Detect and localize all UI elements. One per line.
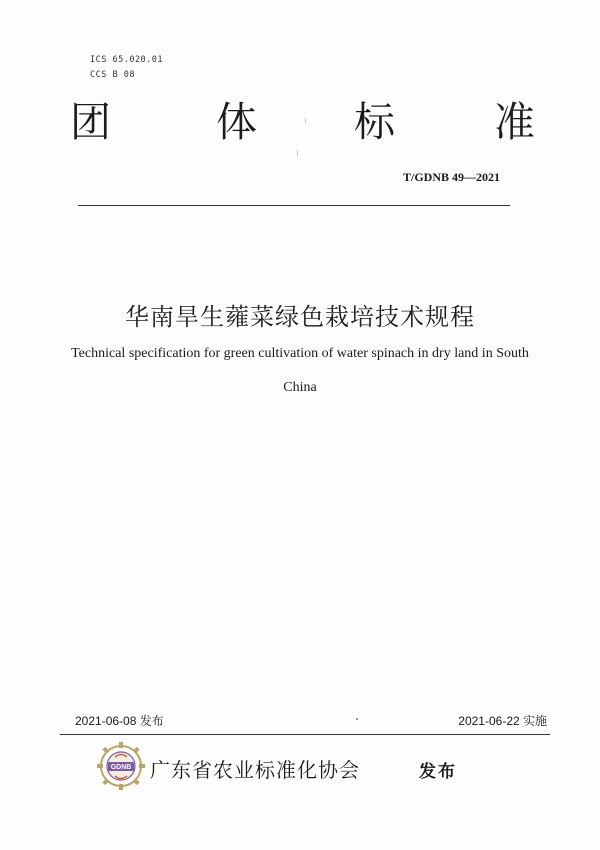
title-english-line-1: Technical specification for green cultivation of water spinach in dry land in South: [71, 346, 529, 361]
document-type-char: 团: [70, 98, 111, 146]
logo-text: GDNB: [110, 764, 132, 772]
ccs-code: CCS B 08: [90, 70, 135, 80]
publish-label: 发布: [419, 762, 457, 782]
association-logo-icon: [95, 740, 147, 792]
title-english: [50, 337, 550, 405]
issue-date: 2021-06-08 发布: [75, 714, 164, 728]
ics-code: ICS 65.020.01: [90, 55, 164, 65]
document-type-char: 准: [494, 98, 535, 146]
document-type-char: 体: [216, 98, 257, 146]
implementation-date: 2021-06-22 实施: [458, 714, 547, 728]
classification-codes: [90, 53, 163, 83]
standard-number: T/GDNB 49—2021: [402, 170, 500, 184]
header-divider: [78, 205, 510, 206]
footer-divider: [60, 734, 550, 735]
scan-mark: [297, 150, 298, 156]
title-chinese: 华南旱生蕹菜绿色栽培技术规程: [125, 303, 475, 331]
scan-mark: [356, 718, 358, 720]
title-english-line-2: China: [283, 380, 317, 395]
document-type-char: 标: [354, 98, 395, 146]
scan-mark: [305, 118, 306, 123]
publisher-name: 广东省农业标准化协会: [150, 758, 360, 782]
